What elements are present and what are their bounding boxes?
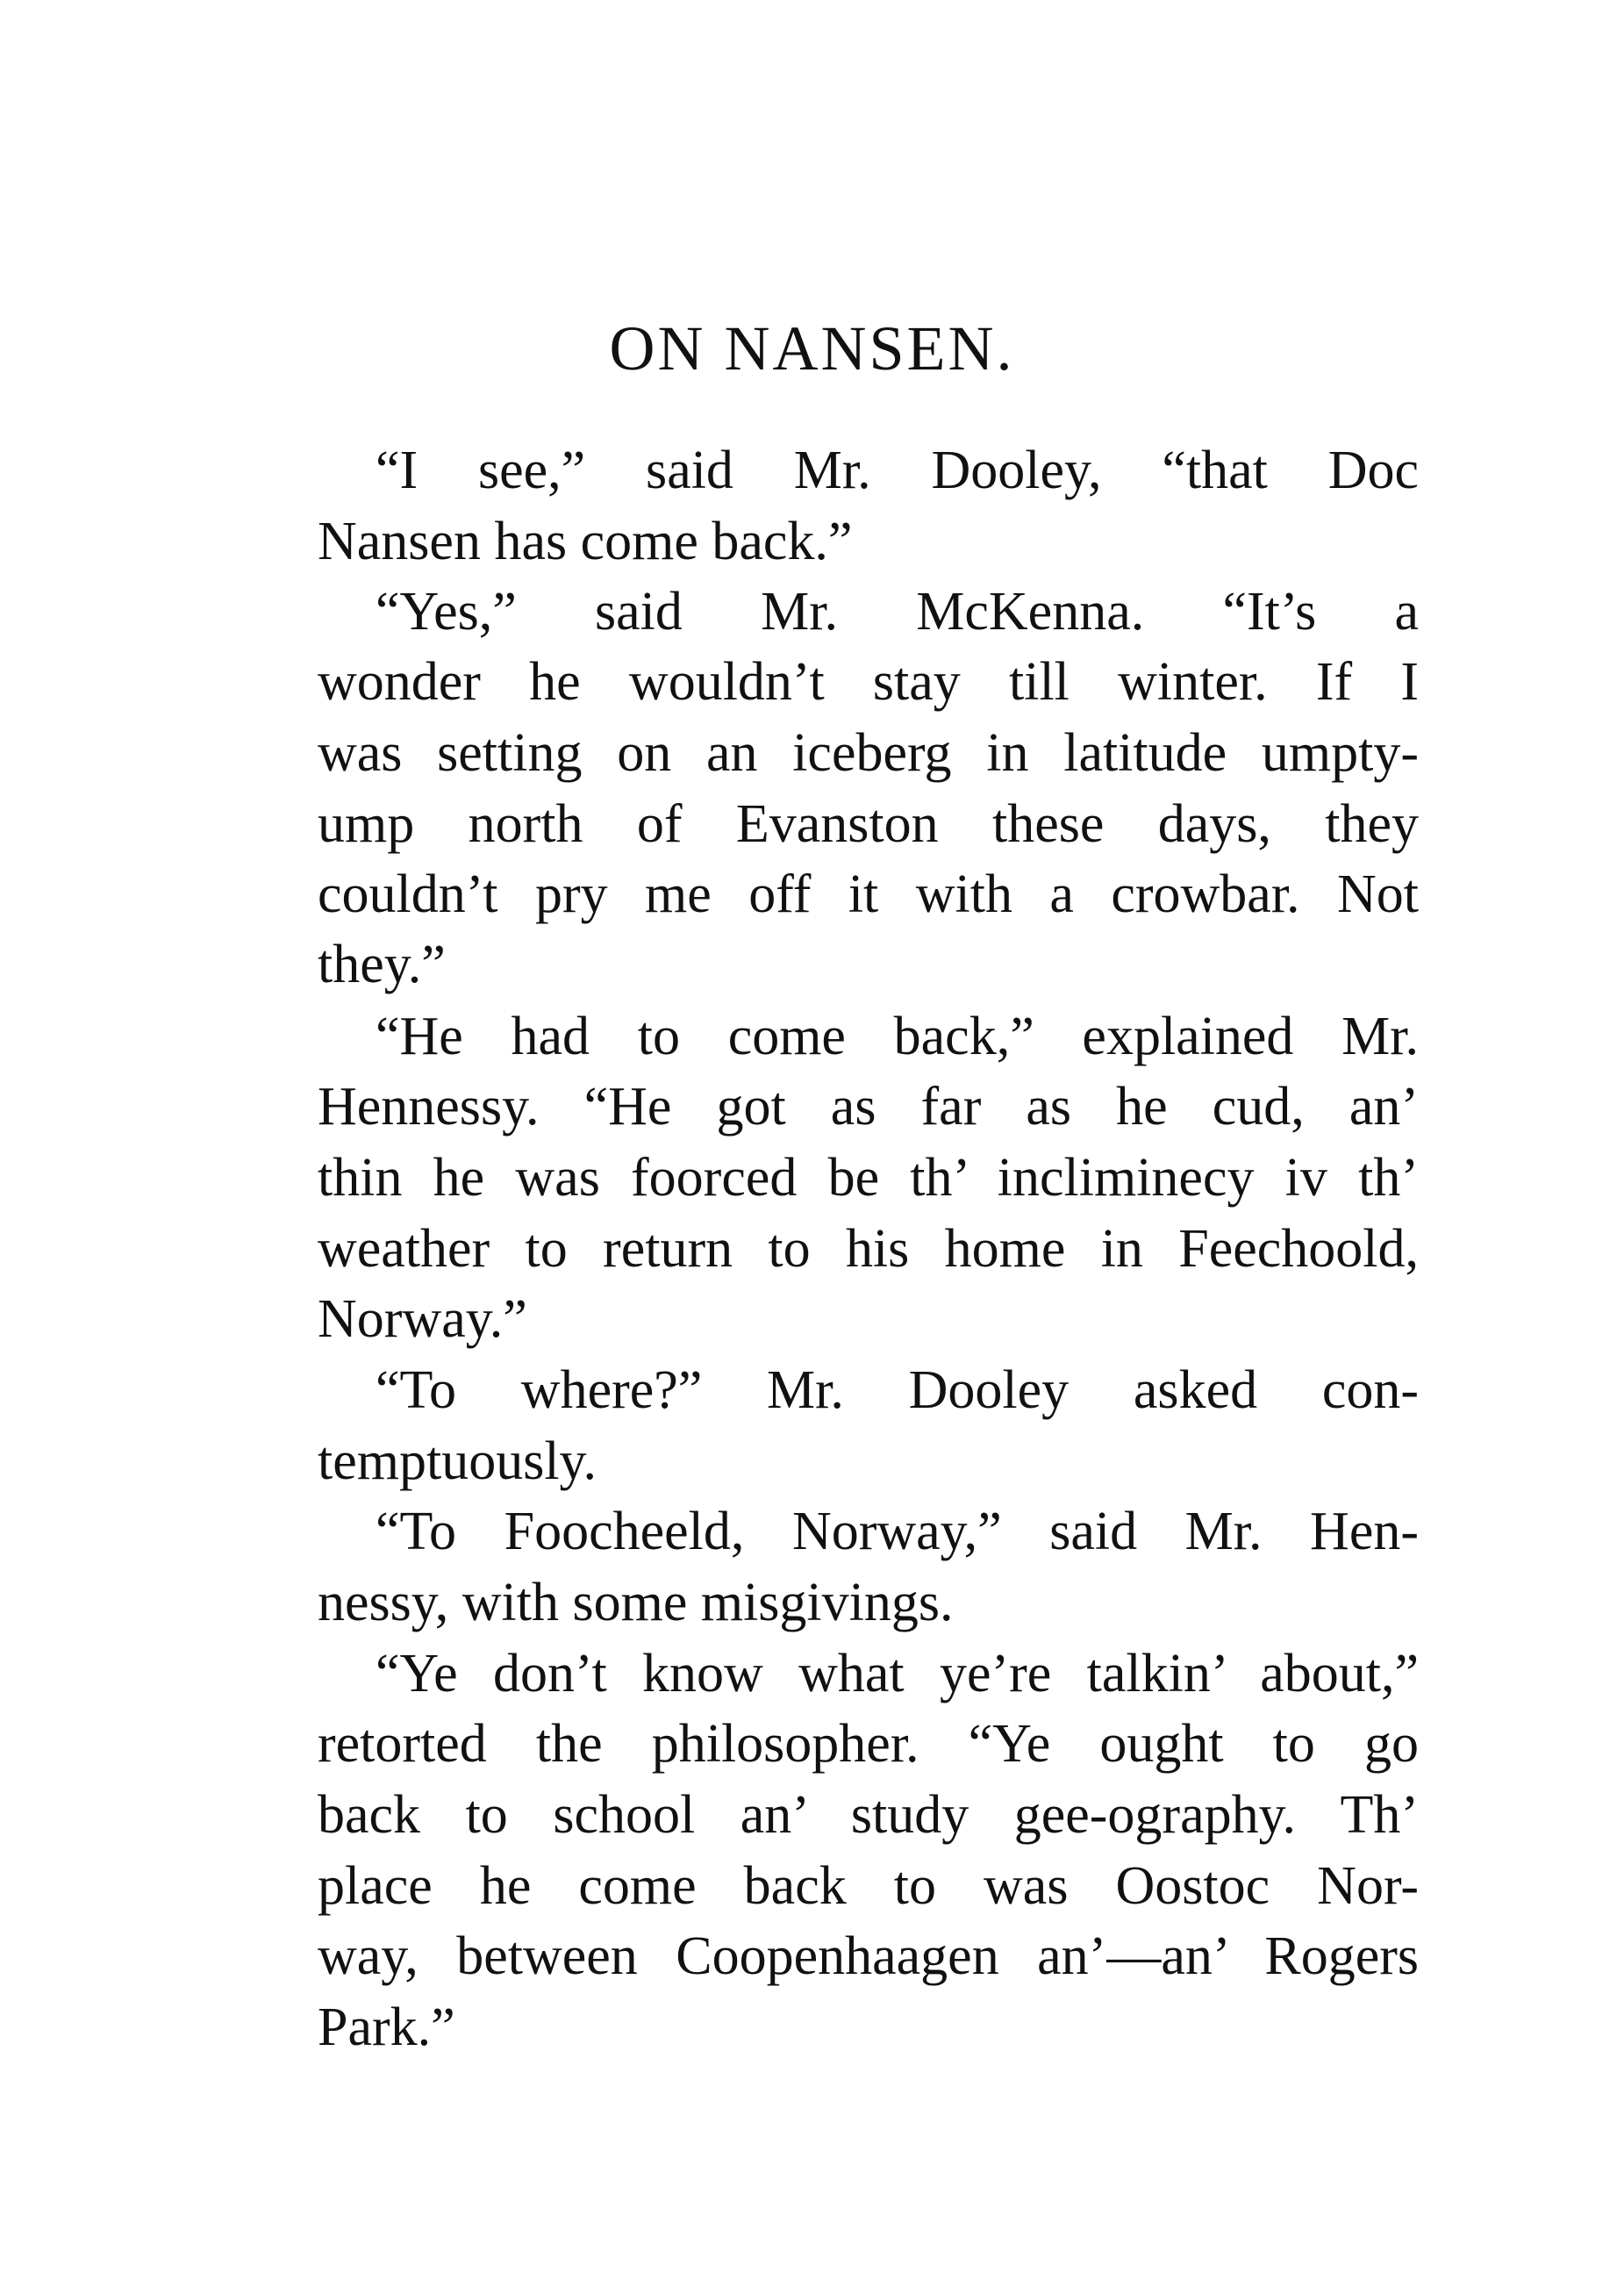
text-line: retorted the philosopher. “Ye ought to go (318, 1714, 1419, 1774)
text-line: Nansen has come back.” (318, 512, 853, 571)
text-line: wonder he wouldn’t stay till winter. If I (318, 652, 1419, 712)
text-line: back to school an’ study gee-ography. Th’ (318, 1785, 1419, 1845)
text-line: couldn’t pry me off it with a crowbar. Not (318, 864, 1419, 924)
chapter-title: ON NANSEN. (609, 313, 1015, 384)
text-line: “Yes,” said Mr. McKenna. “It’s a (376, 582, 1419, 642)
text-line: “To where?” Mr. Dooley asked con- (376, 1360, 1419, 1420)
text-line: “Ye don’t know what ye’re talkin’ about,” (376, 1644, 1419, 1703)
text-line: was setting on an iceberg in latitude umpty- (318, 723, 1419, 783)
text-line: they.” (318, 935, 446, 994)
text-line: “To Foocheeld, Norway,” said Mr. Hen- (376, 1502, 1419, 1561)
text-line: way, between Coopenhaagen an’—an’ Rogers (318, 1926, 1419, 1986)
text-line: “He had to come back,” explained Mr. (376, 1007, 1419, 1066)
text-line: thin he was foorced be th’ incliminecy iv th’ (318, 1148, 1419, 1208)
text-line: place he come back to was Oostoc Nor- (318, 1856, 1419, 1916)
text-line: weather to return to his home in Feechoold, (318, 1219, 1419, 1279)
text-line: “I see,” said Mr. Dooley, “that Doc (376, 441, 1419, 500)
text-line: ump north of Evanston these days, they (318, 794, 1419, 854)
text-line: temptuously. (318, 1431, 597, 1491)
text-line: Park.” (318, 1997, 455, 2057)
text-line: Norway.” (318, 1289, 527, 1349)
text-line: Hennessy. “He got as far as he cud, an’ (318, 1077, 1419, 1137)
text-line: nessy, with some misgivings. (318, 1573, 954, 1632)
